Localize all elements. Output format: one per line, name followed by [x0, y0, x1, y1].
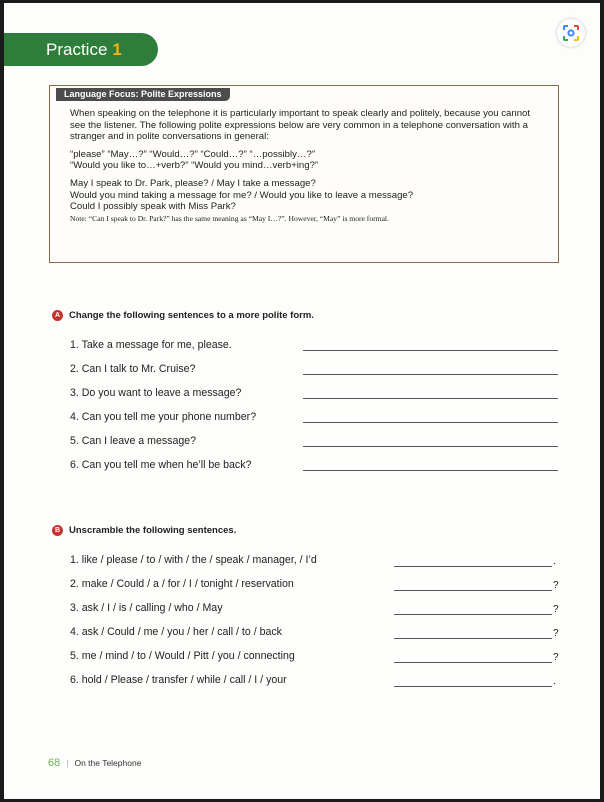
answer-line[interactable] [303, 350, 558, 351]
focus-note: Note: “Can I speak to Dr. Park?” has the same meaning as “May I…?”. However, “May” is more formal. [70, 213, 389, 223]
language-focus-body [70, 108, 540, 230]
practice-title: Practice [46, 39, 108, 59]
section-a-item: 5. Can I leave a message? [70, 435, 197, 447]
page-number: 68 [48, 757, 61, 769]
section-a-item: 6. Can you tell me when he’ll be back? [70, 459, 252, 471]
answer-line[interactable] [303, 446, 558, 447]
section-a-badge: A [52, 310, 63, 321]
language-focus-box [49, 85, 559, 263]
footer-separator: | [66, 758, 69, 768]
answer-line[interactable] [303, 470, 558, 471]
section-b-heading [52, 525, 236, 536]
page-footer [48, 757, 141, 769]
answer-line[interactable] [394, 614, 552, 615]
answer-line[interactable] [394, 662, 552, 663]
answer-line[interactable] [303, 374, 558, 375]
section-b-item: 3. ask / I / is / calling / who / May [70, 602, 223, 614]
chapter-title: On the Telephone [74, 758, 142, 768]
answer-line[interactable] [394, 590, 552, 591]
section-b-item: 4. ask / Could / me / you / her / call / to / back [70, 626, 282, 638]
answer-line[interactable] [394, 638, 552, 639]
section-b-item: 5. me / mind / to / Would / Pitt / you / connecting [70, 650, 295, 662]
worksheet-page [4, 3, 600, 799]
focus-expressions-2: “Would you like to…+verb?” “Would you mind…verb+ing?” [70, 160, 319, 172]
section-b-instruction: Unscramble the following sentences. [69, 525, 237, 536]
end-punctuation: . [553, 676, 556, 687]
section-b-item: 1. like / please / to / with / the / speak / manager, / I’d [70, 554, 317, 566]
focus-expressions-1: “please” “May…?” “Would…?” “Could…?” “…possibly…?” [70, 148, 316, 160]
section-b-badge: B [52, 525, 63, 536]
section-a-item: 2. Can I talk to Mr. Cruise? [70, 363, 196, 375]
section-a-item: 1. Take a message for me, please. [70, 339, 232, 351]
language-focus-title: Language Focus: Polite Expressions [56, 88, 230, 101]
section-a-instruction: Change the following sentences to a more polite form. [69, 310, 314, 321]
focus-example-3: Could I possibly speak with Miss Park? [70, 201, 236, 213]
section-a-heading [52, 310, 314, 321]
lens-glyph [562, 24, 580, 42]
focus-example-1: May I speak to Dr. Park, please? / May I take a message? [70, 177, 316, 189]
section-a-item: 3. Do you want to leave a message? [70, 387, 242, 399]
practice-banner [4, 33, 158, 66]
end-punctuation: . [553, 556, 556, 567]
answer-line[interactable] [394, 686, 552, 687]
section-a-item: 4. Can you tell me your phone number? [70, 411, 257, 423]
answer-line[interactable] [303, 398, 558, 399]
end-punctuation: ? [553, 580, 559, 591]
end-punctuation: ? [553, 652, 559, 663]
section-b-item: 2. make / Could / a / for / I / tonight / reservation [70, 578, 294, 590]
end-punctuation: ? [553, 604, 559, 615]
focus-example-2: Would you mind taking a message for me? / Would you like to leave a message? [70, 189, 414, 201]
google-lens-icon[interactable] [557, 19, 585, 47]
practice-number: 1 [112, 39, 122, 59]
section-b-item: 6. hold / Please / transfer / while / call / I / your [70, 674, 287, 686]
end-punctuation: ? [553, 628, 559, 639]
focus-intro: When speaking on the telephone it is particularly important to speak clearly and politely, because you cannot see the listener. The following polite expressions below are very common in a telephone conversation with a stranger and in polite conversations in general: [70, 108, 531, 143]
answer-line[interactable] [303, 422, 558, 423]
answer-line[interactable] [394, 566, 552, 567]
